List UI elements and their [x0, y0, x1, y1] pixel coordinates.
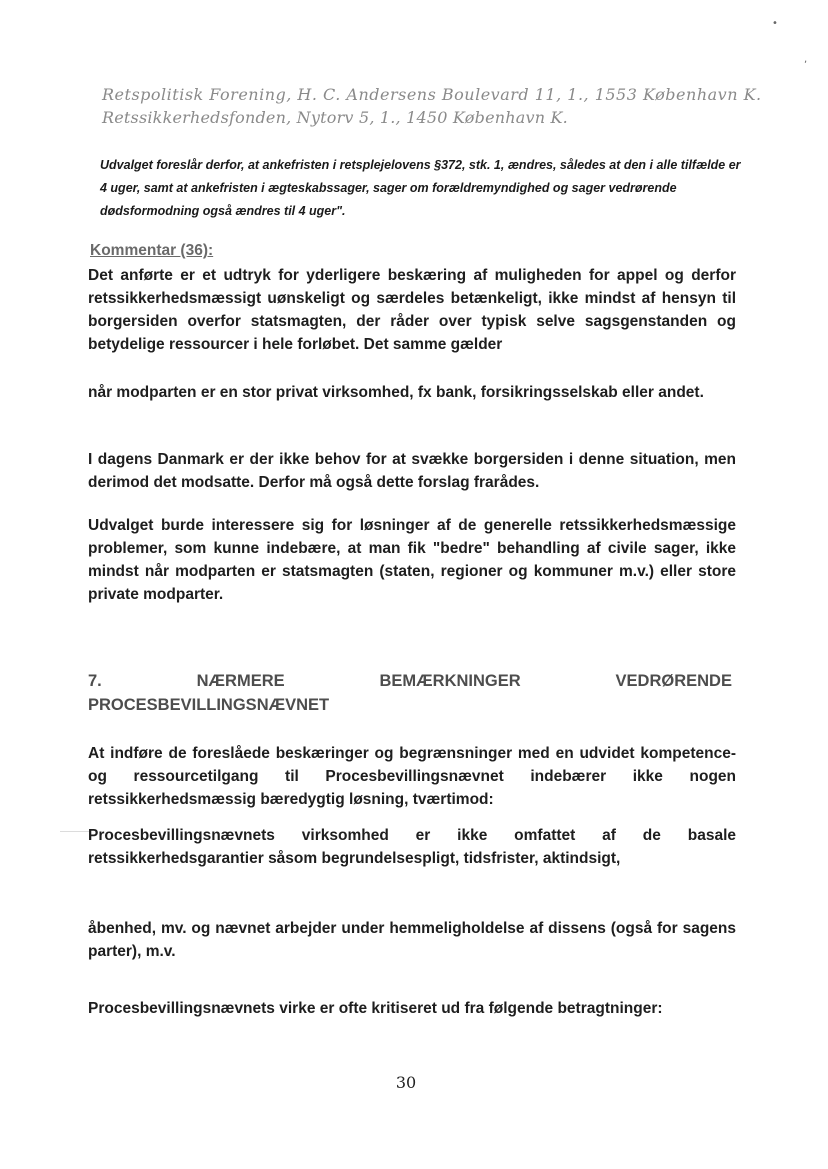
kommentar-paragraph-4: Udvalget burde interessere sig for løsninger af de generelle retssikkerhedsmæssige problemer, som kunne indebære, at man fik "bedre" behandling af civile sager, ikke mindst når modparten er statsmagten (staten, regioner og kommuner m.v.) eller store private modparter. [88, 517, 736, 603]
section-7-paragraph-3: åbenhed, mv. og nævnet arbejder under hemmeligholdelse af dissens (også for sagens parter), m.v. [88, 920, 736, 960]
scan-mark: , [804, 54, 808, 65]
kommentar-heading: Kommentar (36): [90, 242, 214, 259]
section-7-heading [88, 669, 732, 717]
scan-artifact-line [60, 831, 90, 832]
kommentar-paragraph-3: I dagens Danmark er der ikke behov for at svække borgersiden i denne situation, men derimod det modsatte. Derfor må også dette forslag frarådes. [88, 451, 736, 491]
kommentar-paragraph-1: Det anførte er et udtryk for yderligere beskæring af muligheden for appel og derfor retssikkerhedsmæssigt uønskeligt og særdeles betænkeligt, ikke mindst af hensyn til borgersiden overfor statsmagten, der råder over typisk selve sagsgenstanden og betydelige ressourcer i hele forløbet. Det samme gælder [88, 267, 736, 353]
section-heading-row-2: PROCESBEVILLINGSNÆVNET [88, 696, 330, 714]
proposal-text: Udvalget foreslår derfor, at ankefristen i retsplejelovens §372, stk. 1, ændres, således at den i alle tilfælde er 4 uger, samt at ankefristen i ægteskabssager, sager om forældremyndighed og sager vedrørende dødsformodning også ændres til 4 uger". [100, 158, 741, 218]
section-7-paragraph-1: At indføre de foreslåede beskæringer og begrænsninger med en udvidet kompetence- og ressourcetilgang til Procesbevillingsnævnet indebærer ikke nogen retssikkerhedsmæssig bæredygtig løsning, tværtimod: [88, 745, 736, 808]
section-heading-row-1 [88, 669, 732, 693]
section-7-paragraph-4: Procesbevillingsnævnets virke er ofte kritiseret ud fra følgende betragtninger: [88, 1000, 663, 1017]
kommentar-paragraph-2: når modparten er en stor privat virksomhed, fx bank, forsikringsselskab eller andet. [88, 384, 704, 401]
address-line-2: Retssikkerhedsfonden, Nytorv 5, 1., 1450 København K. [102, 108, 568, 127]
address-line-1: Retspolitisk Forening, H. C. Andersens Boulevard 11, 1., 1553 København K. [102, 85, 762, 104]
section-heading-word: NÆRMERE [196, 672, 285, 690]
page-number: 30 [395, 1073, 417, 1092]
section-heading-word: BEMÆRKNINGER [379, 672, 521, 690]
scan-mark: • [772, 18, 778, 29]
section-number: 7. [88, 672, 102, 690]
section-heading-word: VEDRØRENDE [615, 672, 732, 690]
section-7-paragraph-2: Procesbevillingsnævnets virksomhed er ikke omfattet af de basale retssikkerhedsgarantier såsom begrundelsespligt, tidsfrister, aktindsigt, [88, 827, 736, 867]
